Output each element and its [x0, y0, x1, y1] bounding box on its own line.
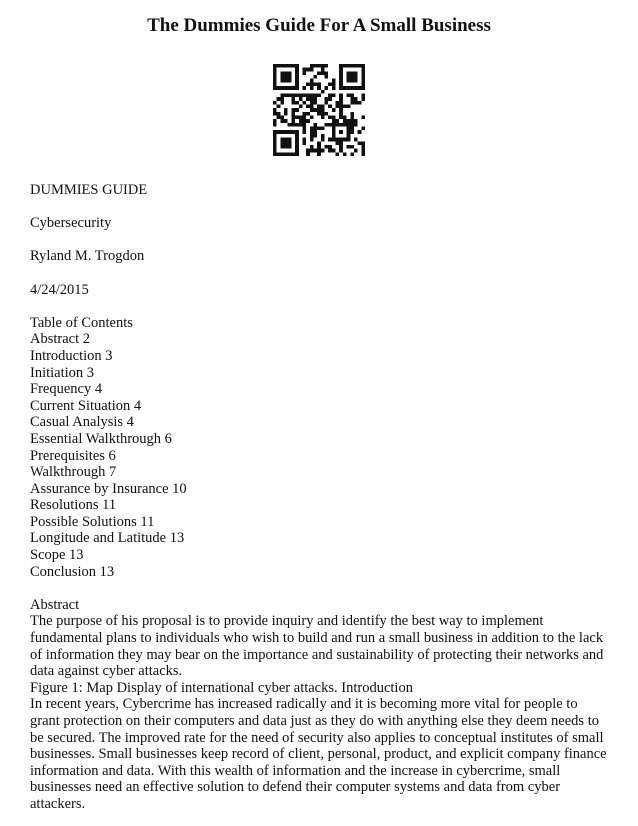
- toc-entry: Longitude and Latitude 13: [30, 530, 185, 547]
- toc-entry: Conclusion 13: [30, 563, 115, 580]
- document-title: The Dummies Guide For A Small Business: [147, 15, 491, 36]
- doc-date: 4/24/2015: [30, 281, 89, 298]
- toc-entry: Walkthrough 7: [30, 464, 117, 481]
- doc-series-label: DUMMIES GUIDE: [30, 182, 148, 198]
- table-of-contents: [30, 315, 610, 581]
- qr-code-icon: [273, 64, 365, 156]
- introduction-paragraph: In recent years, Cybercrime has increased radically and it is becoming more vital for people to grant protection on their computers and data just as they do with anything else they deem needs to be secured. The improved rate for the need of security also applies to conceptual institutes of small businesses. Small businesses keep record of client, personal, product, and explicit company finance information and data. With this wealth of information and the increase in cybercrime, small businesses need an effective solution to defend their computer systems and data from cyber attackers.: [30, 696, 607, 812]
- doc-author: Ryland M. Trogdon: [30, 248, 145, 265]
- toc-entry: Abstract 2: [30, 331, 90, 348]
- toc-entry: Resolutions 11: [30, 497, 117, 514]
- toc-entry: Scope 13: [30, 547, 84, 564]
- toc-entry: Casual Analysis 4: [30, 414, 134, 431]
- abstract-paragraph: The purpose of his proposal is to provide inquiry and identify the best way to implement fundamental plans to individuals who wish to build and run a small business in addition to the lack of information they may bear on the importance and sustainability of protecting their networks and data against cyber attacks.: [30, 613, 604, 680]
- figure-caption: Figure 1: Map Display of international cyber attacks. Introduction: [30, 679, 413, 696]
- toc-entry: Essential Walkthrough 6: [30, 430, 172, 447]
- toc-entry: Assurance by Insurance 10: [30, 480, 187, 497]
- toc-entry: Prerequisites 6: [30, 447, 116, 464]
- abstract-section: [30, 597, 610, 813]
- document-body: [30, 182, 610, 813]
- toc-entry: Current Situation 4: [30, 397, 142, 414]
- toc-heading: Table of Contents: [30, 314, 133, 331]
- toc-entry: Frequency 4: [30, 381, 103, 398]
- toc-entry: Introduction 3: [30, 347, 113, 364]
- abstract-heading: Abstract: [30, 596, 80, 613]
- doc-topic: Cybersecurity: [30, 215, 112, 232]
- toc-entry: Initiation 3: [30, 364, 95, 381]
- toc-entry: Possible Solutions 11: [30, 513, 155, 530]
